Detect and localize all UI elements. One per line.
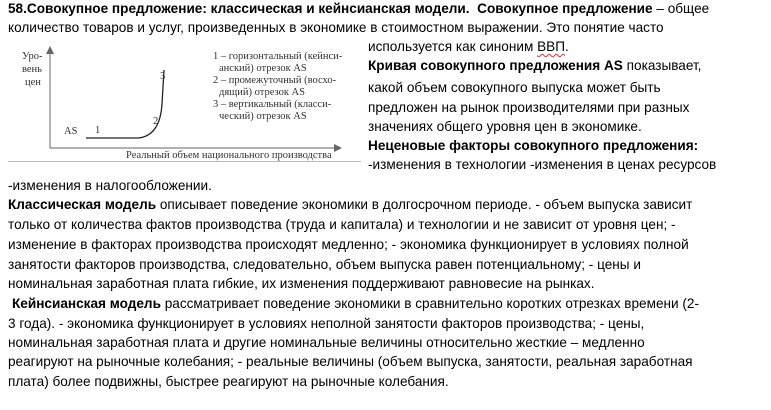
text-line — [12, 294, 699, 314]
text-line: -изменения в налогообложении. — [8, 178, 212, 193]
text-line — [368, 56, 701, 76]
segment-3-label: 3 — [160, 71, 166, 82]
text-span: . — [565, 39, 569, 54]
as-curve-figure — [8, 44, 361, 162]
keynesian-model-term: Кейнсианская модель — [12, 296, 161, 311]
text-line: номинальная заработная плата гибкие, их изменения поддерживают равновесие на рынках. — [8, 276, 595, 291]
legend-item: анский) отрезок AS — [219, 63, 307, 74]
text-line: -изменения в технологии -изменения в ценах ресурсов — [368, 157, 717, 172]
y-axis-label: вень — [22, 64, 42, 75]
doc-heading — [8, 0, 709, 19]
text-line — [368, 37, 569, 57]
text-span: рассматривает поведение экономики в сравнительно коротких отрезках времени (2- — [160, 296, 700, 311]
as-curve-term: Кривая совокупного предложения AS — [368, 58, 623, 73]
text-line: только от количества фактов производства (труда и капитала) и технологии и не зависит от уровня цен; - — [8, 217, 676, 232]
as-curve-label: AS — [64, 126, 78, 137]
text-span: описывает поведение экономики в долгосрочном периоде. - объем выпуска зависит — [156, 197, 693, 212]
legend-item: 2 – промежуточный (восхо- — [213, 75, 337, 86]
text-line: количество товаров и услуг, произведенных в экономике в стоимостном выражении. Это понятие часто — [8, 20, 664, 35]
text-line: номинальная заработная плата и другие номинальные величины относительно жесткие – медленно — [8, 335, 645, 350]
legend-item: ческий) отрезок AS — [219, 111, 307, 122]
text-span: используется как синоним — [368, 39, 538, 54]
y-axis-label: цен — [25, 77, 41, 88]
text-span-gdp: ВВП — [537, 39, 565, 54]
legend-item: 3 – вертикальный (класси- — [213, 99, 332, 110]
text-line: значениях общего уровня цен в экономике. — [368, 119, 642, 134]
segment-2-label: 2 — [153, 116, 159, 127]
text-line: какой объем совокупного выпуска может быть — [368, 80, 661, 95]
y-axis-label: Уро- — [22, 51, 43, 62]
text-span: показывает, — [622, 58, 702, 73]
definition-start: – общее — [652, 1, 710, 16]
classical-model-term: Классическая модель — [8, 197, 157, 212]
text-line: предложен на рынок производителями при разных — [368, 100, 690, 115]
text-line: плата) более подвижны, быстрее реагируют на рыночные колебания. — [8, 374, 449, 389]
legend-item: дящий) отрезок AS — [219, 87, 305, 98]
text-line: занятости факторов производства, следовательно, объем выпуска равен потенциальному; - цены и — [8, 257, 641, 272]
text-line: реагируют на рыночные колебания; - реальные величины (объем выпуска, занятости, реальная заработная — [8, 354, 693, 369]
x-axis-arrow — [334, 144, 342, 152]
term-aggregate-supply: Совокупное предложение — [477, 1, 653, 16]
text-line — [8, 195, 692, 215]
y-axis-arrow — [46, 46, 54, 54]
nonprice-factors-term: Неценовые факторы совокупного предложения: — [368, 138, 699, 153]
segment-1-label: 1 — [95, 125, 101, 136]
x-axis-label: Реальный объем национального производства — [126, 150, 332, 161]
text-line: 3 года). - экономика функционирует в условиях неполной занятости факторов производства; - цены, — [8, 316, 645, 331]
section-title: 58.Совокупное предложение: классическая и кейнсианская модели. — [8, 1, 470, 16]
text-line: изменение в факторах производства происходят медленно; - экономика функционирует в условиях полной — [8, 237, 689, 252]
text-line — [368, 136, 698, 156]
legend-item: 1 – горизонтальный (кейнси- — [213, 51, 343, 62]
